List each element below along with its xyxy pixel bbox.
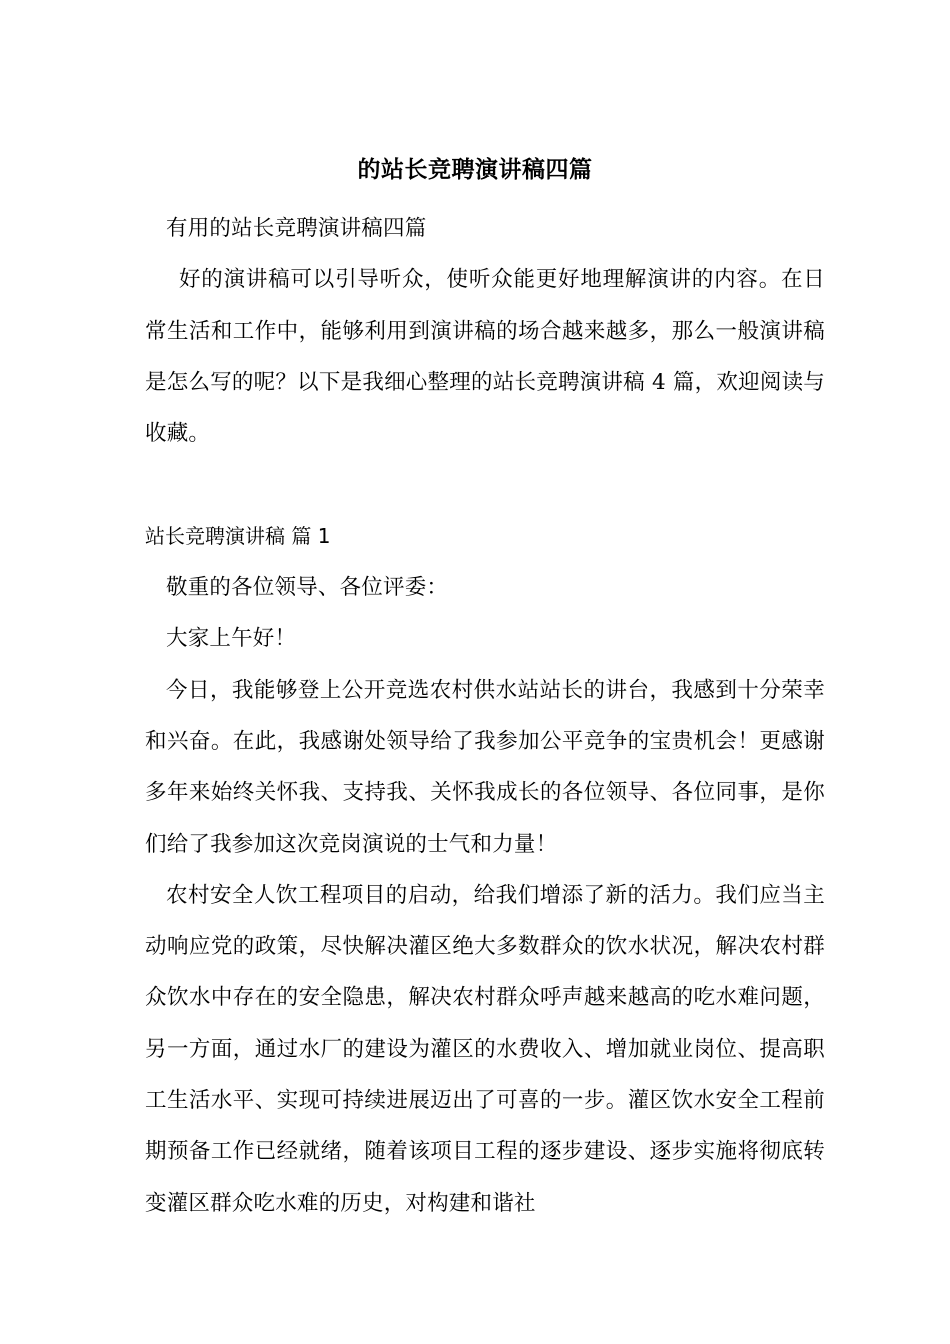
document-title: 的站长竞聘演讲稿四篇 [357, 156, 593, 183]
document-body [145, 203, 825, 1229]
intro-paragraph: 好的演讲稿可以引导听众，使听众能更好地理解演讲的内容。在日常生活和工作中，能够利用到演讲稿的场合越来越多，那么一般演讲稿是怎么写的呢？以下是我细心整理的站长竞聘演讲稿 4 篇，欢迎阅读与收藏。 [145, 267, 825, 447]
blank-line [145, 459, 825, 510]
salutation: 敬重的各位领导、各位评委： [166, 575, 449, 601]
greeting: 大家上午好！ [166, 626, 297, 652]
document-subtitle: 有用的站长竞聘演讲稿四篇 [166, 216, 427, 241]
body-paragraph-2: 农村安全人饮工程项目的启动，给我们增添了新的活力。我们应当主动响应党的政策，尽快解决灌区绝大多数群众的饮水状况，解决农村群众饮水中存在的安全隐患，解决农村群众呼声越来越高的吃水难问题，另一方面，通过水厂的建设为灌区的水费收入、增加就业岗位、提高职工生活水平、实现可持续进展迈出了可喜的一步。灌区饮水安全工程前期预备工作已经就绪，随着该项目工程的逐步建设、逐步实施将彻底转变灌区群众吃水难的历史，对构建和谐社 [145, 882, 825, 1216]
section-heading: 站长竞聘演讲稿 篇 1 [145, 523, 331, 548]
body-paragraph-1: 今日，我能够登上公开竞选农村供水站站长的讲台，我感到十分荣幸和兴奋。在此，我感谢处领导给了我参加公平竞争的宝贵机会！更感谢多年来始终关怀我、支持我、关怀我成长的各位领导、各位同事，是你们给了我参加这次竞岗演说的士气和力量！ [145, 677, 825, 857]
